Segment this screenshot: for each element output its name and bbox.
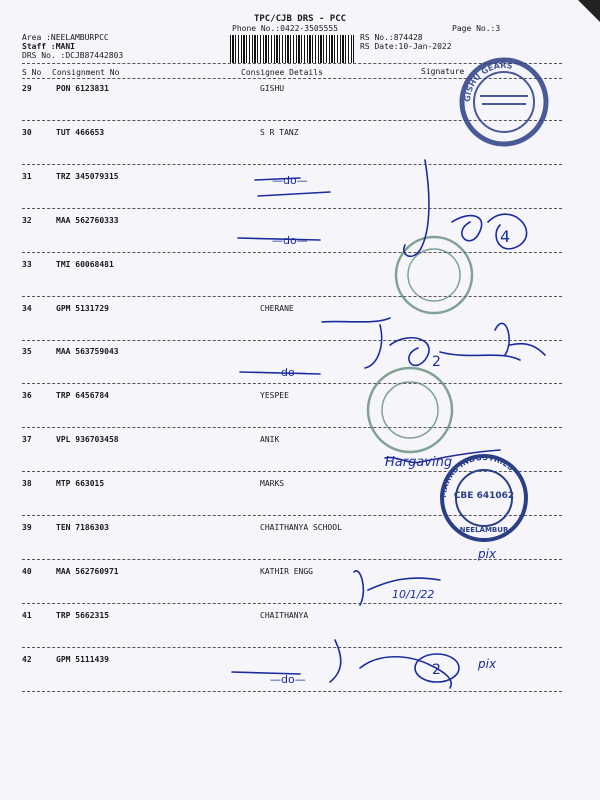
circled-number: 2	[432, 354, 441, 370]
handwritten-pix: pix	[478, 547, 497, 561]
row-consignment-number: MAA 563759043	[56, 347, 119, 357]
page-number: Page No.:3	[452, 24, 501, 33]
row-serial-number: 32	[22, 215, 32, 225]
row40-handwritten-date: 10/1/22	[392, 588, 435, 601]
row-serial-number: 38	[22, 479, 32, 489]
row-divider	[22, 603, 562, 604]
row-serial-number: 31	[22, 171, 32, 181]
row-consignment-number: MAA 562760971	[56, 566, 119, 576]
green-round-stamp-2	[368, 368, 452, 452]
row-serial-number: 33	[22, 259, 32, 269]
row-consignee-name: YESPEE	[260, 391, 289, 401]
row-serial-number: 35	[22, 347, 32, 357]
row-divider	[22, 691, 562, 692]
row-serial-number: 41	[22, 610, 32, 620]
row-serial-number: 37	[22, 435, 32, 445]
row-consignee-name: KATHIR ENGG	[260, 566, 313, 576]
ditto-mark: —do—	[270, 366, 306, 379]
row-consignment-number: TRP 5662315	[56, 610, 109, 620]
row-divider	[22, 515, 562, 516]
row-divider	[22, 120, 562, 121]
row-divider	[22, 383, 562, 384]
row-consignee-name: ANIK	[260, 435, 280, 445]
rs-number: RS No.:874428	[360, 33, 423, 42]
row-serial-number: 34	[22, 303, 32, 313]
ditto-mark: —do—	[272, 174, 308, 187]
row-divider	[22, 208, 562, 209]
document-title: TPC/CJB DRS - PCC	[253, 14, 347, 24]
handwritten-signatures	[232, 160, 545, 688]
row-consignment-number: TUT 466653	[56, 127, 105, 137]
area-label: Area :NEELAMBURPCC	[22, 33, 109, 42]
row-serial-number: 29	[22, 84, 32, 93]
phone-number: Phone No.:0422-3505555	[232, 24, 338, 33]
column-header-consignment: Consignment No	[52, 68, 120, 77]
circled-number: 2	[432, 662, 441, 678]
marks-industries-stamp	[439, 453, 526, 540]
svg-text:GISHU GEARS	[463, 61, 514, 102]
row-divider	[22, 559, 562, 560]
row-serial-number: 36	[22, 391, 32, 401]
marks-stamp-code: CBE 641062	[453, 491, 515, 501]
marks-stamp-place: NEELAMBUR	[459, 526, 509, 534]
row-divider	[22, 427, 562, 428]
column-header-sno: S No	[22, 68, 42, 77]
header-divider	[22, 63, 562, 64]
row-divider	[22, 164, 562, 165]
green-round-stamp-1	[396, 237, 472, 313]
circled-number: 4	[500, 227, 511, 246]
staff-label: Staff :MANI	[22, 42, 75, 51]
handwritten-pix: pix	[478, 657, 497, 671]
ditto-mark: —do—	[272, 234, 308, 247]
svg-text:MARKS INDUSTRIES	[439, 453, 516, 498]
gishu-gears-stamp-text: GISHU GEARS	[462, 60, 514, 103]
row-consignee-name: CHAITHANYA	[260, 610, 309, 620]
barcode	[230, 35, 354, 63]
row-consignment-number: TMI 60068481	[56, 259, 114, 269]
row-divider	[22, 252, 562, 253]
row-consignment-number: MAA 562760333	[56, 215, 119, 225]
drs-number: DRS No. :DCJB87442803	[22, 51, 124, 60]
marks-stamp-text: MARKS INDUSTRIES	[438, 452, 516, 499]
row-consignee-name: CHERANE	[260, 303, 294, 313]
row-consignment-number: GPM 5111439	[56, 654, 109, 664]
row-divider	[22, 471, 562, 472]
rs-date: RS Date:10-Jan-2022	[360, 42, 452, 51]
row-consignment-number: TEN 7186303	[56, 523, 109, 532]
row-consignment-number: PON 6123831	[56, 84, 109, 93]
column-header-divider	[22, 78, 562, 79]
row-divider	[22, 340, 562, 341]
ditto-mark: —do—	[270, 673, 306, 686]
row-consignee-name: CHAITHANYA SCHOOL	[260, 523, 342, 532]
row-consignment-number: GPM 5131729	[56, 303, 109, 313]
column-header-signature: Signature	[421, 67, 465, 76]
gishu-gears-stamp	[462, 60, 546, 144]
column-header-consignee: Consignee Details	[241, 68, 323, 77]
row-serial-number: 39	[22, 523, 32, 532]
row-consignment-number: TRZ 345079315	[56, 171, 119, 181]
row-consignee-name: GISHU	[260, 84, 285, 93]
row-consignment-number: TRP 6456784	[56, 391, 109, 401]
row-consignment-number: MTP 663015	[56, 479, 105, 489]
row-divider	[22, 647, 562, 648]
row37-handwritten-note: Hargaving	[385, 455, 453, 470]
row-consignment-number: VPL 936703458	[56, 435, 119, 445]
row-consignee-name: S R TANZ	[260, 127, 299, 137]
row-consignee-name: MARKS	[260, 479, 285, 489]
row-serial-number: 40	[22, 566, 32, 576]
row-serial-number: 42	[22, 654, 32, 664]
row-divider	[22, 296, 562, 297]
row-serial-number: 30	[22, 127, 32, 137]
